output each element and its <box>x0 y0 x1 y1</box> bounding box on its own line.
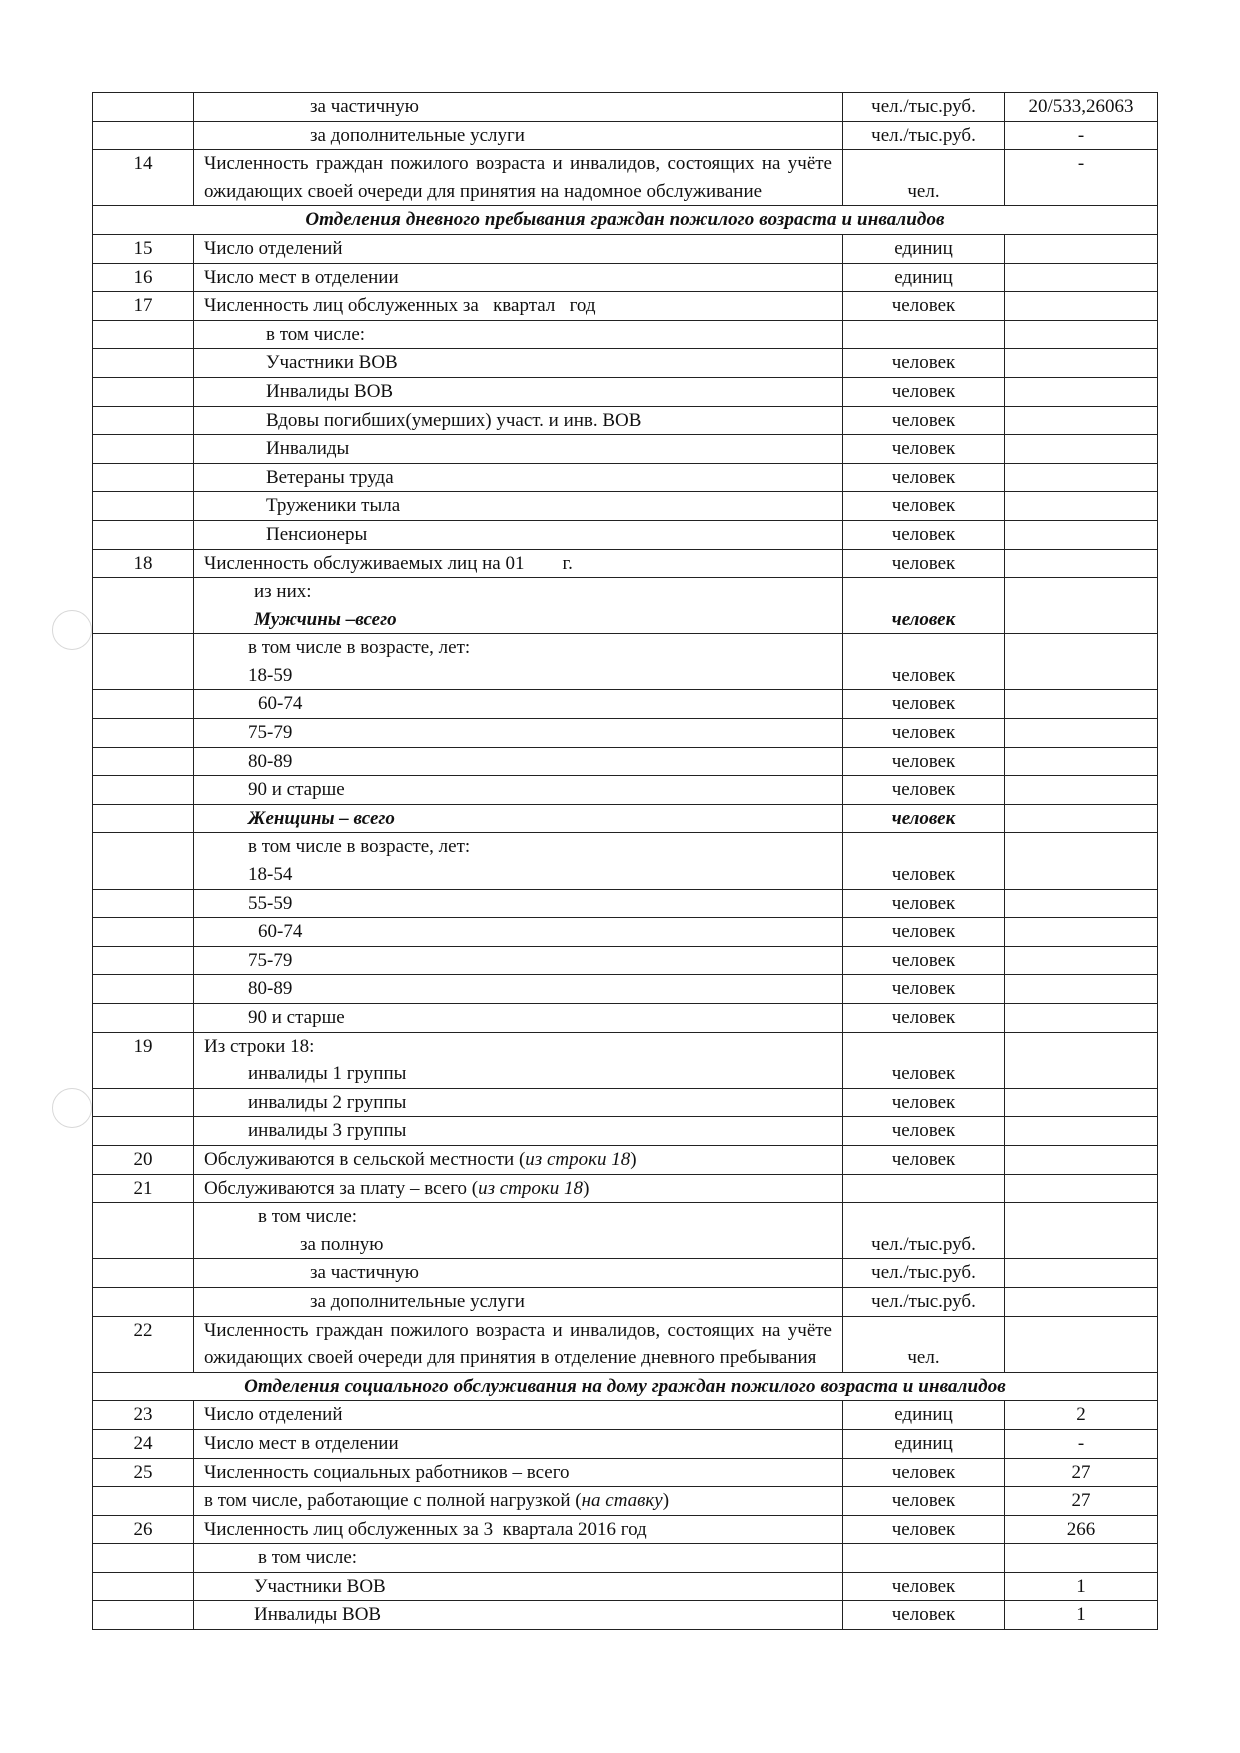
row-unit: человек <box>843 804 1005 833</box>
row-value: 266 <box>1005 1515 1158 1544</box>
row-number <box>93 492 194 521</box>
row-unit: чел./тыс.руб. <box>843 1203 1005 1259</box>
table-row <box>93 1088 1158 1117</box>
row-number <box>93 520 194 549</box>
row-label: 90 и старше <box>194 1004 843 1033</box>
punch-hole-mark <box>52 1088 92 1128</box>
table-row <box>93 833 1158 889</box>
row-label: Участники ВОВ <box>194 349 843 378</box>
table-row <box>93 1487 1158 1516</box>
row-value <box>1005 1032 1158 1088</box>
row-label: Число отделений <box>194 234 843 263</box>
table-row <box>93 406 1158 435</box>
table-row <box>93 776 1158 805</box>
row-number: 20 <box>93 1145 194 1174</box>
row-label <box>194 1487 843 1516</box>
row-label: 75-79 <box>194 719 843 748</box>
row-number: 18 <box>93 549 194 578</box>
row-value <box>1005 263 1158 292</box>
row-number: 22 <box>93 1316 194 1372</box>
row-value <box>1005 234 1158 263</box>
row-number <box>93 406 194 435</box>
row-label: Численность лиц обслуженных за 3 квартала 2016 год <box>194 1515 843 1544</box>
row-number: 24 <box>93 1429 194 1458</box>
table-row <box>93 520 1158 549</box>
row-number: 23 <box>93 1401 194 1430</box>
row-label-tail: ) <box>583 1177 590 1199</box>
row-value: 20/533,26063 <box>1005 93 1158 122</box>
row-value <box>1005 1117 1158 1146</box>
row-number: 26 <box>93 1515 194 1544</box>
row-unit: человек <box>843 719 1005 748</box>
row-unit: человек <box>843 435 1005 464</box>
row-sublabel: 18-59 <box>248 664 293 686</box>
row-value <box>1005 463 1158 492</box>
table-row <box>93 946 1158 975</box>
table-row <box>93 634 1158 690</box>
row-label: 55-59 <box>194 889 843 918</box>
row-value <box>1005 747 1158 776</box>
table-row <box>93 690 1158 719</box>
row-unit: человек <box>843 747 1005 776</box>
row-number <box>93 690 194 719</box>
row-number: 14 <box>93 150 194 206</box>
row-value <box>1005 1259 1158 1288</box>
row-label-tail: ) <box>662 1490 670 1512</box>
row-number <box>93 1601 194 1630</box>
row-label <box>194 1145 843 1174</box>
row-label: Число мест в отделении <box>194 1429 843 1458</box>
row-label: 90 и старше <box>194 776 843 805</box>
row-unit: единиц <box>843 263 1005 292</box>
row-label <box>194 833 843 889</box>
row-number: 21 <box>93 1174 194 1203</box>
row-label-line: из них: <box>254 581 312 603</box>
section-heading: Отделения дневного пребывания граждан пожилого возраста и инвалидов <box>93 206 1158 235</box>
row-value <box>1005 520 1158 549</box>
row-number <box>93 747 194 776</box>
row-number <box>93 634 194 690</box>
table-row <box>93 578 1158 634</box>
row-number <box>93 349 194 378</box>
row-unit: единиц <box>843 1401 1005 1430</box>
row-number <box>93 776 194 805</box>
row-label: за частичную <box>194 93 843 122</box>
table-row <box>93 719 1158 748</box>
row-unit: чел./тыс.руб. <box>843 93 1005 122</box>
row-number <box>93 1544 194 1573</box>
row-unit <box>843 1544 1005 1573</box>
table-row <box>93 1544 1158 1573</box>
row-number: 17 <box>93 292 194 321</box>
table-row <box>93 349 1158 378</box>
table-row <box>93 492 1158 521</box>
table-row <box>93 463 1158 492</box>
row-number <box>93 377 194 406</box>
row-value: 2 <box>1005 1401 1158 1430</box>
row-number <box>93 946 194 975</box>
row-value: 27 <box>1005 1458 1158 1487</box>
row-label: за частичную <box>194 1259 843 1288</box>
row-unit: человек <box>843 1572 1005 1601</box>
row-value <box>1005 634 1158 690</box>
row-value <box>1005 1287 1158 1316</box>
row-number <box>93 1088 194 1117</box>
row-value <box>1005 377 1158 406</box>
row-sublabel: за полную <box>300 1233 384 1255</box>
row-number <box>93 93 194 122</box>
row-value <box>1005 946 1158 975</box>
row-number <box>93 463 194 492</box>
row-sublabel: инвалиды 1 группы <box>248 1063 407 1085</box>
row-unit: человек <box>843 463 1005 492</box>
row-unit <box>843 1174 1005 1203</box>
row-number <box>93 1203 194 1259</box>
row-label: Женщины – всего <box>194 804 843 833</box>
row-value: - <box>1005 121 1158 150</box>
table-row <box>93 1203 1158 1259</box>
table-row <box>93 1601 1158 1630</box>
row-unit: человек <box>843 1601 1005 1630</box>
row-label: Инвалиды ВОВ <box>194 377 843 406</box>
row-label: за дополнительные услуги <box>194 1287 843 1316</box>
table-row <box>93 1401 1158 1430</box>
row-unit: человек <box>843 1032 1005 1088</box>
row-unit: человек <box>843 1515 1005 1544</box>
table-row <box>93 975 1158 1004</box>
row-unit: человек <box>843 833 1005 889</box>
row-label: Труженики тыла <box>194 492 843 521</box>
row-value <box>1005 1145 1158 1174</box>
row-unit: человек <box>843 918 1005 947</box>
table-row <box>93 1287 1158 1316</box>
row-number <box>93 1259 194 1288</box>
row-label <box>194 634 843 690</box>
row-number: 16 <box>93 263 194 292</box>
row-unit: человек <box>843 1004 1005 1033</box>
row-label <box>194 1032 843 1088</box>
table-row <box>93 889 1158 918</box>
row-value <box>1005 690 1158 719</box>
row-label <box>194 1203 843 1259</box>
row-value <box>1005 406 1158 435</box>
row-unit: чел. <box>843 150 1005 206</box>
row-label-text: Обслуживаются за плату – всего ( <box>204 1177 479 1199</box>
row-value <box>1005 975 1158 1004</box>
row-label: инвалиды 2 группы <box>194 1088 843 1117</box>
table-row <box>93 93 1158 122</box>
row-value: 1 <box>1005 1572 1158 1601</box>
table-row <box>93 150 1158 206</box>
table-row <box>93 435 1158 464</box>
row-label-reference: из строки 18 <box>478 1177 584 1199</box>
table-row <box>93 1316 1158 1372</box>
row-label-line: Из строки 18: <box>204 1035 315 1057</box>
row-unit: человек <box>843 1145 1005 1174</box>
row-unit: человек <box>843 1088 1005 1117</box>
row-label: 60-74 <box>194 918 843 947</box>
row-number: 19 <box>93 1032 194 1088</box>
row-sublabel: Мужчины –всего <box>254 608 397 630</box>
row-unit <box>843 320 1005 349</box>
row-label: инвалиды 3 группы <box>194 1117 843 1146</box>
row-value <box>1005 833 1158 889</box>
table-row <box>93 320 1158 349</box>
row-value <box>1005 1004 1158 1033</box>
row-unit: человек <box>843 975 1005 1004</box>
table-row <box>93 549 1158 578</box>
row-label: Инвалиды ВОВ <box>194 1601 843 1630</box>
row-unit: чел. <box>843 1316 1005 1372</box>
row-value <box>1005 578 1158 634</box>
row-label: 75-79 <box>194 946 843 975</box>
row-label: Участники ВОВ <box>194 1572 843 1601</box>
row-number <box>93 435 194 464</box>
row-unit: чел./тыс.руб. <box>843 121 1005 150</box>
row-label: в том числе: <box>194 320 843 349</box>
row-number <box>93 320 194 349</box>
row-sublabel: 18-54 <box>248 864 293 886</box>
row-unit: человек <box>843 492 1005 521</box>
table-row <box>93 234 1158 263</box>
row-label-line: в том числе: <box>258 1206 358 1228</box>
row-label: за дополнительные услуги <box>194 121 843 150</box>
row-number <box>93 975 194 1004</box>
row-unit: единиц <box>843 234 1005 263</box>
row-value <box>1005 804 1158 833</box>
row-value <box>1005 1544 1158 1573</box>
row-number <box>93 833 194 889</box>
table-row <box>93 1259 1158 1288</box>
row-number <box>93 1287 194 1316</box>
row-value <box>1005 918 1158 947</box>
table-row <box>93 292 1158 321</box>
table-row <box>93 747 1158 776</box>
row-value <box>1005 492 1158 521</box>
table-row <box>93 1117 1158 1146</box>
table-row <box>93 121 1158 150</box>
row-unit: человек <box>843 1458 1005 1487</box>
table-row <box>93 263 1158 292</box>
row-label: Пенсионеры <box>194 520 843 549</box>
row-unit: чел./тыс.руб. <box>843 1287 1005 1316</box>
row-label: Численность лиц обслуженных за квартал год <box>194 292 843 321</box>
row-unit: человек <box>843 520 1005 549</box>
report-table <box>92 92 1158 1630</box>
row-label-text: Обслуживаются в сельской местности ( <box>204 1148 526 1170</box>
row-unit: человек <box>843 578 1005 634</box>
row-unit: человек <box>843 634 1005 690</box>
table-row <box>93 804 1158 833</box>
row-value <box>1005 1174 1158 1203</box>
row-value <box>1005 349 1158 378</box>
row-value <box>1005 435 1158 464</box>
row-number <box>93 804 194 833</box>
row-label: 80-89 <box>194 747 843 776</box>
table-row <box>93 1458 1158 1487</box>
row-number <box>93 121 194 150</box>
row-number <box>93 918 194 947</box>
row-value <box>1005 549 1158 578</box>
row-unit: человек <box>843 1117 1005 1146</box>
row-label: Вдовы погибших(умерших) участ. и инв. ВОВ <box>194 406 843 435</box>
row-value <box>1005 292 1158 321</box>
row-label: Численность граждан пожилого возраста и инвалидов, состоящих на учёте ожидающих своей очереди для принятия на надомное обслуживание <box>194 150 843 206</box>
row-unit: человек <box>843 690 1005 719</box>
table-row <box>93 1515 1158 1544</box>
row-label: 80-89 <box>194 975 843 1004</box>
row-value <box>1005 776 1158 805</box>
row-label: Ветераны труда <box>194 463 843 492</box>
row-number: 25 <box>93 1458 194 1487</box>
row-unit: человек <box>843 349 1005 378</box>
row-label-line: в том числе в возрасте, лет: <box>248 836 471 858</box>
section-heading: Отделения социального обслуживания на дому граждан пожилого возраста и инвалидов <box>93 1372 1158 1401</box>
row-value <box>1005 719 1158 748</box>
table-row <box>93 1429 1158 1458</box>
row-value <box>1005 1203 1158 1259</box>
row-unit: человек <box>843 889 1005 918</box>
row-value: - <box>1005 1429 1158 1458</box>
row-value: - <box>1005 150 1158 206</box>
row-label <box>194 578 843 634</box>
row-label-line: в том числе в возрасте, лет: <box>248 637 471 659</box>
row-value <box>1005 1316 1158 1372</box>
table-row <box>93 1174 1158 1203</box>
row-unit: человек <box>843 1487 1005 1516</box>
row-label: Численность граждан пожилого возраста и инвалидов, состоящих на учёте ожидающих своей очереди для принятия в отделение дневного пребывания <box>194 1316 843 1372</box>
row-unit: человек <box>843 377 1005 406</box>
row-number <box>93 1004 194 1033</box>
table-row <box>93 1032 1158 1088</box>
row-label-reference: на ставку <box>581 1490 663 1512</box>
punch-hole-mark <box>52 610 92 650</box>
row-number <box>93 1487 194 1516</box>
section-row <box>93 206 1158 235</box>
table-row <box>93 1572 1158 1601</box>
row-value: 1 <box>1005 1601 1158 1630</box>
row-value <box>1005 889 1158 918</box>
table-row <box>93 1004 1158 1033</box>
row-label-tail: ) <box>630 1148 637 1170</box>
table-row <box>93 377 1158 406</box>
row-label-reference: из строки 18 <box>525 1148 631 1170</box>
row-label: Инвалиды <box>194 435 843 464</box>
row-label-text: в том числе, работающие с полной нагрузкой ( <box>204 1490 582 1512</box>
table-row <box>93 1145 1158 1174</box>
row-number: 15 <box>93 234 194 263</box>
row-label: 60-74 <box>194 690 843 719</box>
row-unit: человек <box>843 406 1005 435</box>
row-unit: человек <box>843 292 1005 321</box>
row-label: Число отделений <box>194 1401 843 1430</box>
row-unit: чел./тыс.руб. <box>843 1259 1005 1288</box>
row-label: Численность социальных работников – всего <box>194 1458 843 1487</box>
row-label: в том числе: <box>194 1544 843 1573</box>
row-unit: человек <box>843 776 1005 805</box>
row-number <box>93 1572 194 1601</box>
row-value <box>1005 1088 1158 1117</box>
row-unit: человек <box>843 946 1005 975</box>
section-row <box>93 1372 1158 1401</box>
table-row <box>93 918 1158 947</box>
row-label: Число мест в отделении <box>194 263 843 292</box>
row-number <box>93 578 194 634</box>
row-value: 27 <box>1005 1487 1158 1516</box>
row-value <box>1005 320 1158 349</box>
row-number <box>93 719 194 748</box>
document-page <box>92 92 1157 1630</box>
row-unit: человек <box>843 549 1005 578</box>
row-number <box>93 1117 194 1146</box>
row-label: Численность обслуживаемых лиц на 01 г. <box>194 549 843 578</box>
row-number <box>93 889 194 918</box>
row-unit: единиц <box>843 1429 1005 1458</box>
row-label <box>194 1174 843 1203</box>
